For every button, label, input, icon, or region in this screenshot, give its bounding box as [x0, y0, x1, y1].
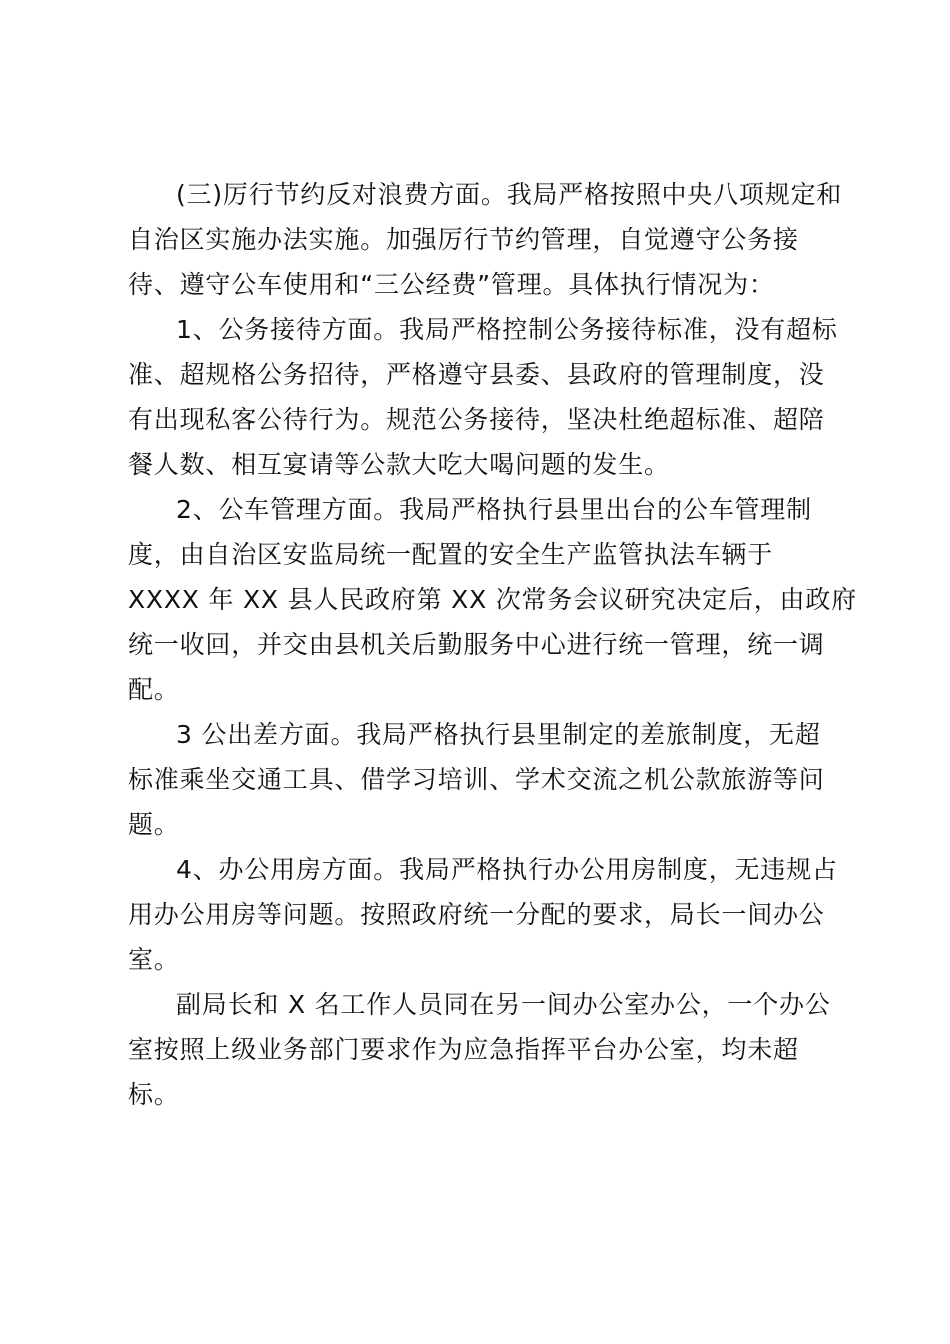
paragraph-line: 待、遵守公车使用和“三公经费”管理。具体执行情况为： [128, 270, 775, 299]
paragraph-line: XXXX 年 XX 县人民政府第 XX 次常务会议研究决定后，由政府 [128, 585, 857, 614]
paragraph-line: 室按照上级业务部门要求作为应急指挥平台办公室，均未超 [128, 1035, 799, 1064]
paragraph-line: 度，由自治区安监局统一配置的安全生产监管执法车辆于 [128, 540, 774, 569]
paragraph-line: 3 公出差方面。我局严格执行县里制定的差旅制度，无超 [176, 720, 821, 749]
paragraph-line: 1、公务接待方面。我局严格控制公务接待标准，没有超标 [176, 315, 838, 344]
paragraph-line: 配。 [128, 675, 180, 704]
paragraph-line: (三)厉行节约反对浪费方面。我局严格按照中央八项规定和 [176, 180, 843, 209]
paragraph-line: 2、公车管理方面。我局严格执行县里出台的公车管理制 [176, 495, 812, 524]
paragraph-line: 用办公用房等问题。按照政府统一分配的要求，局长一间办公 [128, 900, 825, 929]
document-body [128, 172, 857, 1117]
paragraph-line: 副局长和 X 名工作人员同在另一间办公室办公，一个办公 [176, 990, 831, 1019]
paragraph-line: 准、超规格公务招待，严格遵守县委、县政府的管理制度，没 [128, 360, 825, 389]
paragraph-line: 标准乘坐交通工具、借学习培训、学术交流之机公款旅游等问 [128, 765, 825, 794]
paragraph-line: 有出现私客公待行为。规范公务接待，坚决杜绝超标准、超陪 [128, 405, 825, 434]
paragraph-line: 4、办公用房方面。我局严格执行办公用房制度，无违规占 [176, 855, 838, 884]
paragraph-line: 餐人数、相互宴请等公款大吃大喝问题的发生。 [128, 450, 670, 479]
paragraph-line: 题。 [128, 810, 180, 839]
paragraph-line: 统一收回，并交由县机关后勤服务中心进行统一管理，统一调 [128, 630, 825, 659]
paragraph-line: 室。 [128, 945, 180, 974]
paragraph-line: 标。 [128, 1080, 180, 1109]
paragraph-line: 自治区实施办法实施。加强厉行节约管理，自觉遵守公务接 [128, 225, 799, 254]
